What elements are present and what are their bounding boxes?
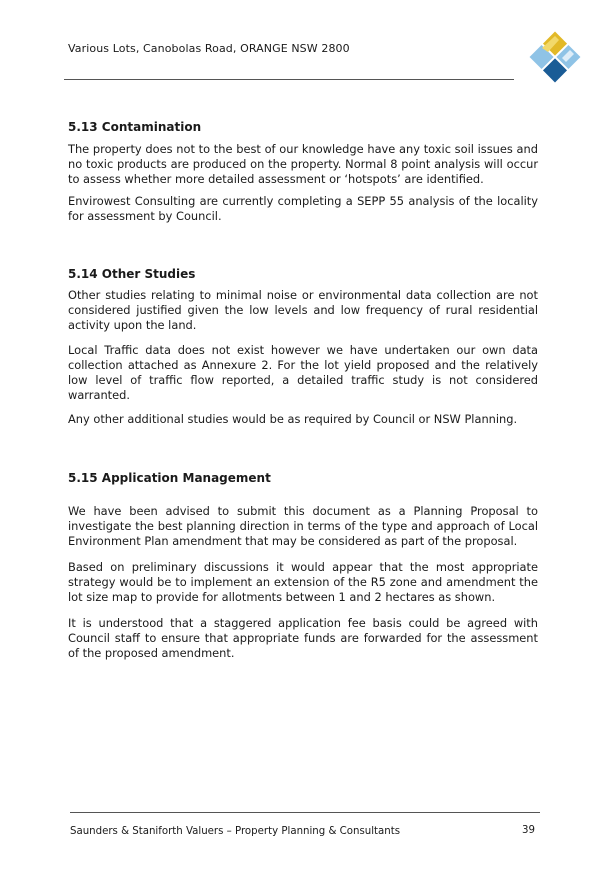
paragraph: Based on preliminary discussions it would appear that the most appropriate strategy would be to implement an extension of the R5 zone and amendment the lot size map to provide for allotments between 1 and 2 hectares as shown. [68, 560, 538, 604]
paragraph: The property does not to the best of our knowledge have any toxic soil issues and no toxic products are produced on the property. Normal 8 point analysis will occur to assess whether more detailed assessment or ‘hotspots’ are identified. [68, 142, 538, 186]
company-logo-icon [526, 28, 584, 86]
footer-divider [70, 812, 540, 813]
section-heading-contamination: 5.13 Contamination [68, 120, 202, 134]
section-heading-other-studies: 5.14 Other Studies [68, 267, 196, 281]
paragraph: Any other additional studies would be as required by Council or NSW Planning. [68, 412, 518, 426]
paragraph: We have been advised to submit this document as a Planning Proposal to investigate the best planning direction in terms of the type and approach of Local Environment Plan amendment that may be considered as part of the proposal. [68, 504, 538, 548]
section-heading-application-management: 5.15 Application Management [68, 471, 271, 485]
paragraph: Local Traffic data does not exist however we have undertaken our own data collection attached as Annexure 2. For the lot yield proposed and the relatively low level of traffic flow reported, a detailed traffic study is not considered warranted. [68, 343, 538, 402]
paragraph: It is understood that a staggered application fee basis could be agreed with Council staff to ensure that appropriate funds are forwarded for the assessment of the proposed amendment. [68, 616, 538, 660]
paragraph: Other studies relating to minimal noise or environmental data collection are not considered justified given the low levels and low frequency of rural residential activity upon the land. [68, 288, 538, 332]
header-divider [64, 79, 514, 80]
paragraph: Envirowest Consulting are currently completing a SEPP 55 analysis of the locality for assessment by Council. [68, 194, 538, 223]
footer-company: Saunders & Staniforth Valuers – Property Planning & Consultants [70, 826, 401, 837]
page-number: 39 [522, 825, 535, 836]
header-address: Various Lots, Canobolas Road, ORANGE NSW 2800 [68, 42, 350, 55]
